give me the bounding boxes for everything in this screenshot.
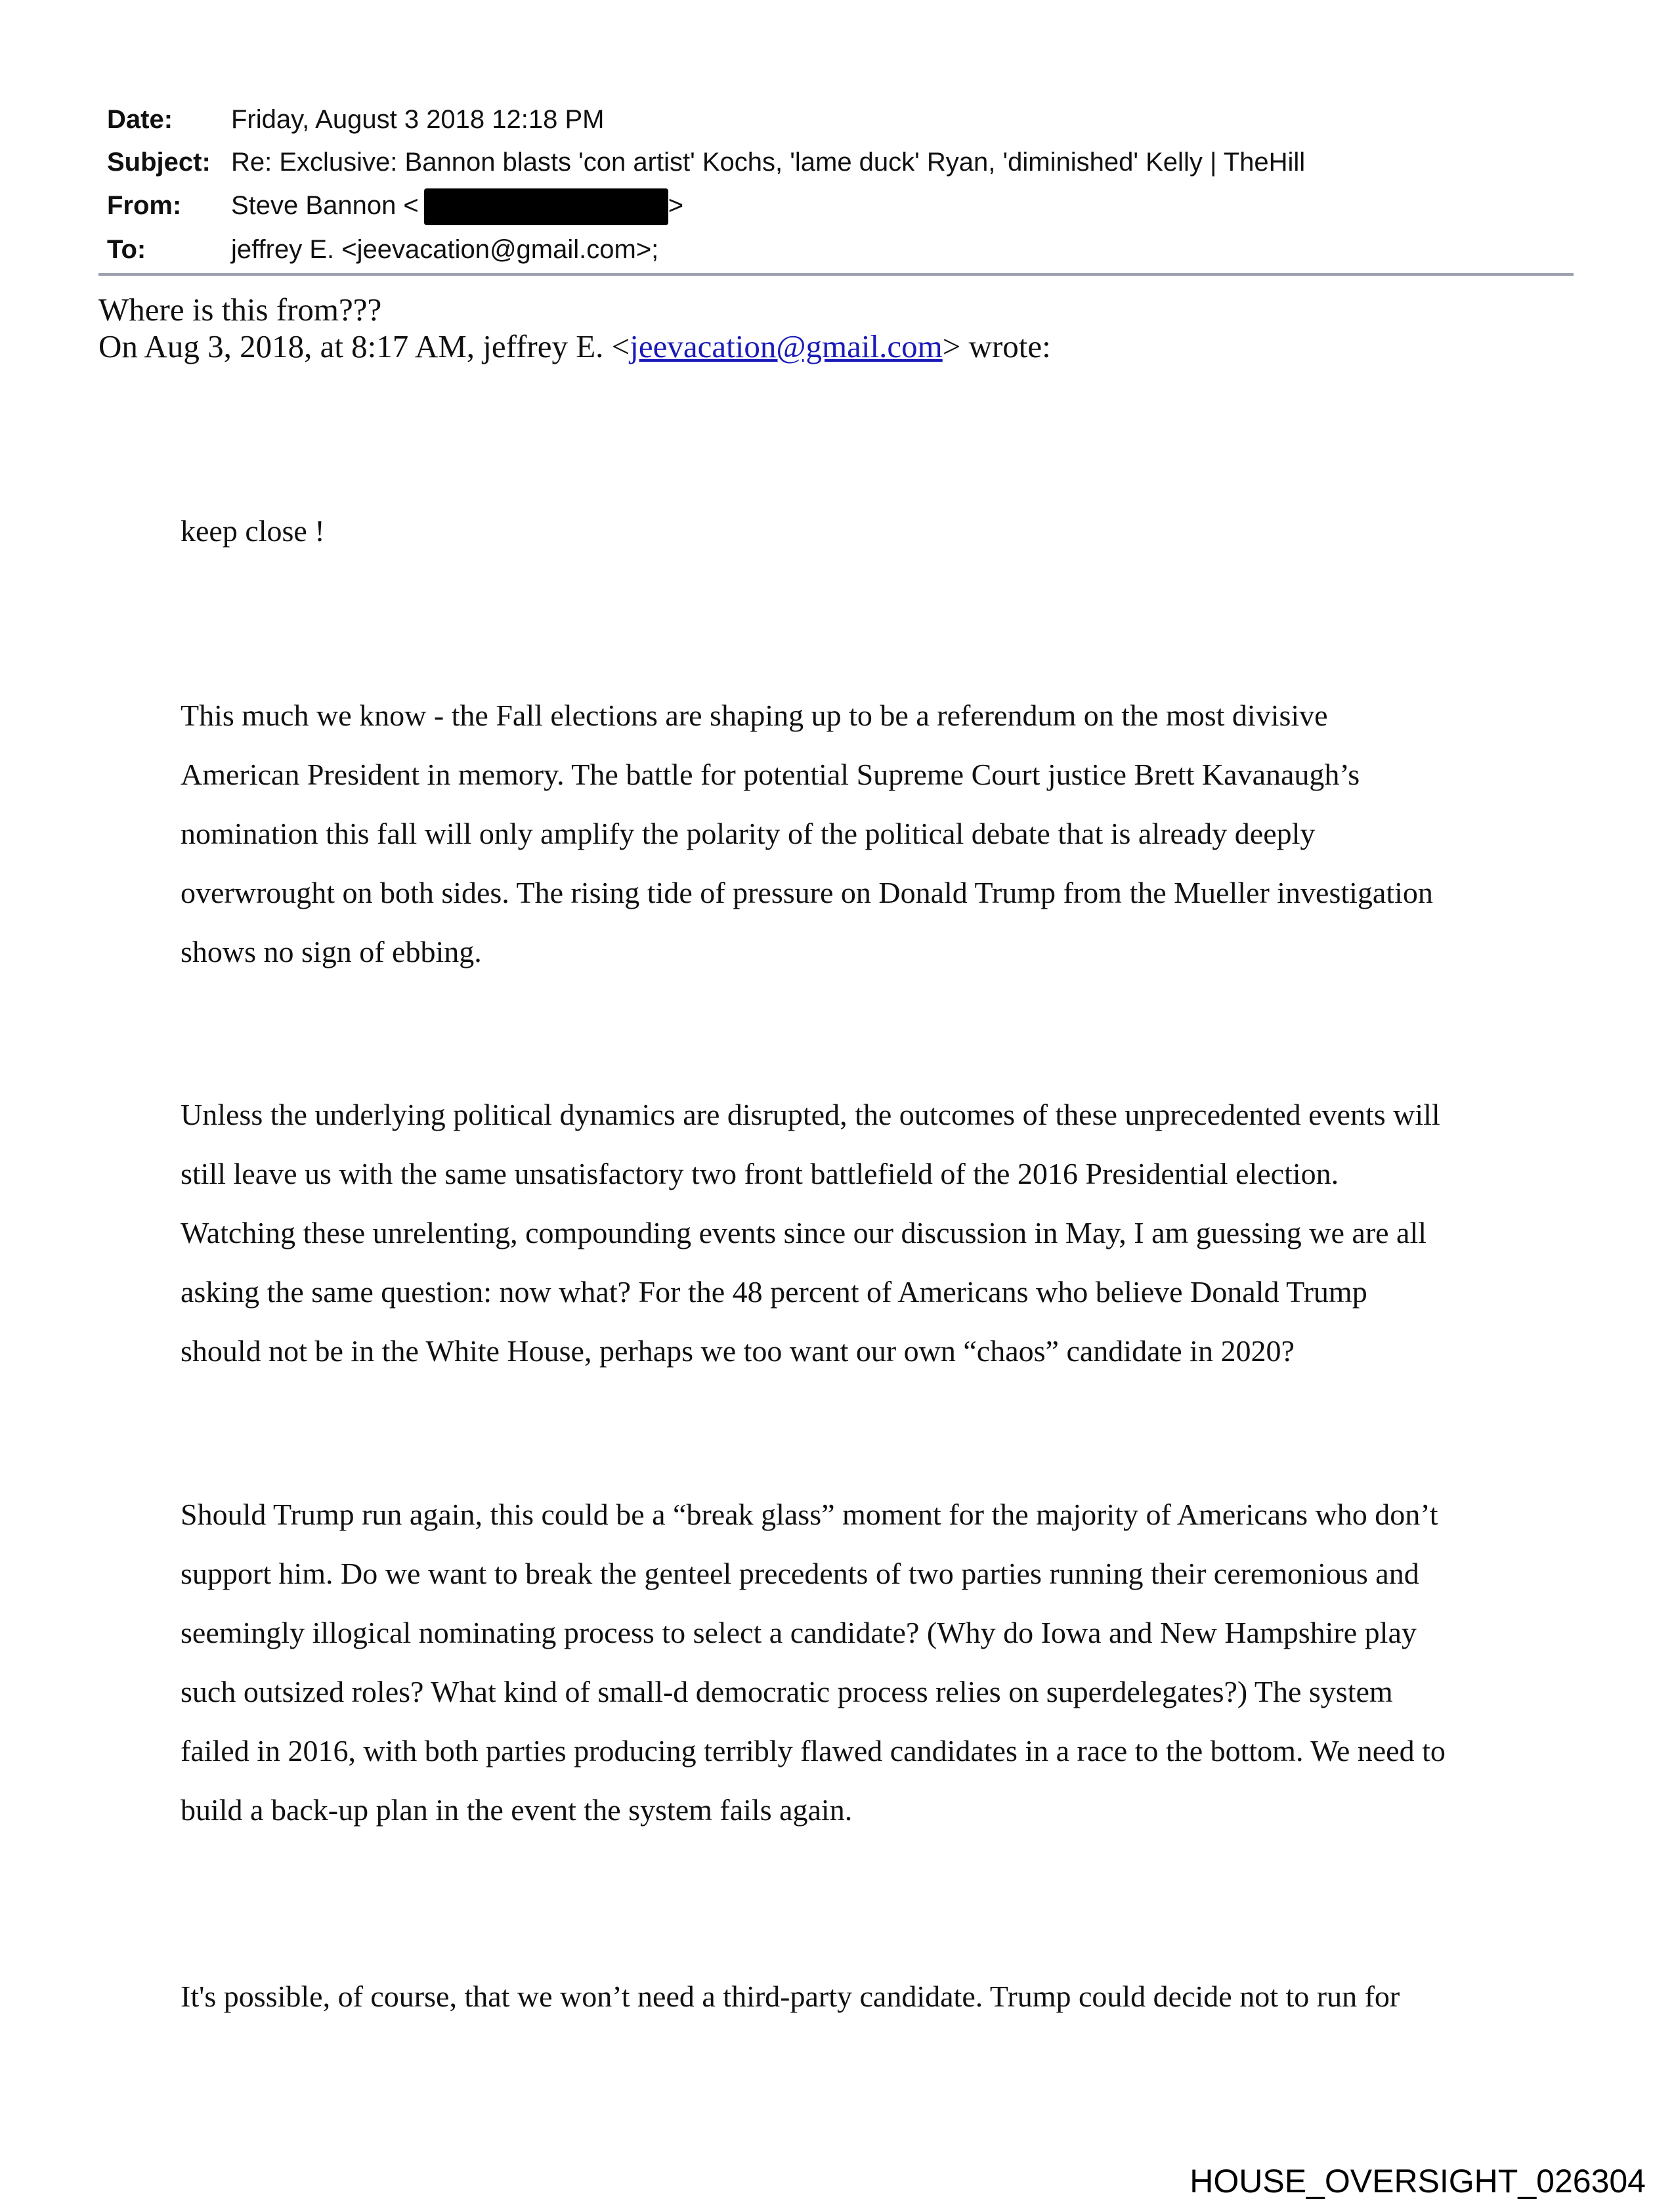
paragraph-line: This much we know - the Fall elections are shaping up to be a referendum on the most divisive xyxy=(181,699,1328,732)
from-row xyxy=(107,186,683,225)
to-value: jeffrey E. <jeevacation@gmail.com>; xyxy=(231,235,659,264)
subject-value: Re: Exclusive: Bannon blasts 'con artist' Kochs, 'lame duck' Ryan, 'diminished' Kelly | TheHill xyxy=(231,148,1306,177)
paragraph-line: shows no sign of ebbing. xyxy=(181,935,482,968)
from-value: Steve Bannon < xyxy=(231,191,419,220)
subject-row xyxy=(107,142,1305,182)
paragraph-line: nomination this fall will only amplify the polarity of the political debate that is already deeply xyxy=(181,817,1316,850)
header-divider xyxy=(98,273,1574,276)
paragraph-line: Unless the underlying political dynamics are disrupted, the outcomes of these unprecedented events will xyxy=(181,1098,1440,1131)
paragraph-line: seemingly illogical nominating process to select a candidate? (Why do Iowa and New Hampshire play xyxy=(181,1616,1417,1649)
quote-prefix: On Aug 3, 2018, at 8:17 AM, jeffrey E. < xyxy=(98,328,630,364)
greeting: keep close ! xyxy=(181,514,325,548)
quote-attribution xyxy=(98,327,1051,366)
paragraph-line: American President in memory. The battle for potential Supreme Court justice Brett Kavanaugh’s xyxy=(181,758,1360,791)
quote-suffix: > wrote: xyxy=(942,328,1051,364)
paragraph-line: support him. Do we want to break the genteel precedents of two parties running their ceremonious and xyxy=(181,1557,1419,1590)
paragraph-line: should not be in the White House, perhaps we too want our own “chaos” candidate in 2020? xyxy=(181,1334,1295,1368)
paragraph-3 xyxy=(181,1485,1446,1840)
paragraph-line: such outsized roles? What kind of small-d democratic process relies on superdelegates?) The system xyxy=(181,1675,1393,1708)
to-row xyxy=(107,230,658,269)
bates-number: HOUSE_OVERSIGHT_026304 xyxy=(1190,2163,1646,2200)
date-label: Date: xyxy=(107,105,173,134)
paragraph-1 xyxy=(181,686,1433,982)
paragraph-line: It's possible, of course, that we won’t need a third-party candidate. Trump could decide not to run for xyxy=(181,1980,1400,2013)
paragraph-line: build a back-up plan in the event the system fails again. xyxy=(181,1793,853,1827)
paragraph-line: asking the same question: now what? For the 48 percent of Americans who believe Donald Trump xyxy=(181,1275,1367,1309)
to-label: To: xyxy=(107,235,146,264)
paragraph-line: Watching these unrelenting, compounding events since our discussion in May, I am guessing we are all xyxy=(181,1216,1427,1249)
date-row xyxy=(107,100,605,139)
subject-label: Subject: xyxy=(107,148,211,177)
date-value: Friday, August 3 2018 12:18 PM xyxy=(231,105,605,134)
paragraph-line: Should Trump run again, this could be a “break glass” moment for the majority of Americans who don’t xyxy=(181,1498,1438,1531)
from-suffix: > xyxy=(668,191,684,220)
redaction-box xyxy=(424,188,668,225)
from-label: From: xyxy=(107,191,182,220)
quote-email-link[interactable]: jeevacation@gmail.com xyxy=(630,328,943,364)
paragraph-line: still leave us with the same unsatisfactory two front battlefield of the 2016 Presidential election. xyxy=(181,1157,1339,1190)
paragraph-2 xyxy=(181,1085,1440,1381)
reply-text: Where is this from??? xyxy=(98,292,382,328)
paragraph-line: overwrought on both sides. The rising tide of pressure on Donald Trump from the Mueller investigation xyxy=(181,876,1433,909)
paragraph-4 xyxy=(181,1967,1400,2026)
paragraph-line: failed in 2016, with both parties producing terribly flawed candidates in a race to the bottom. We need to xyxy=(181,1734,1446,1767)
